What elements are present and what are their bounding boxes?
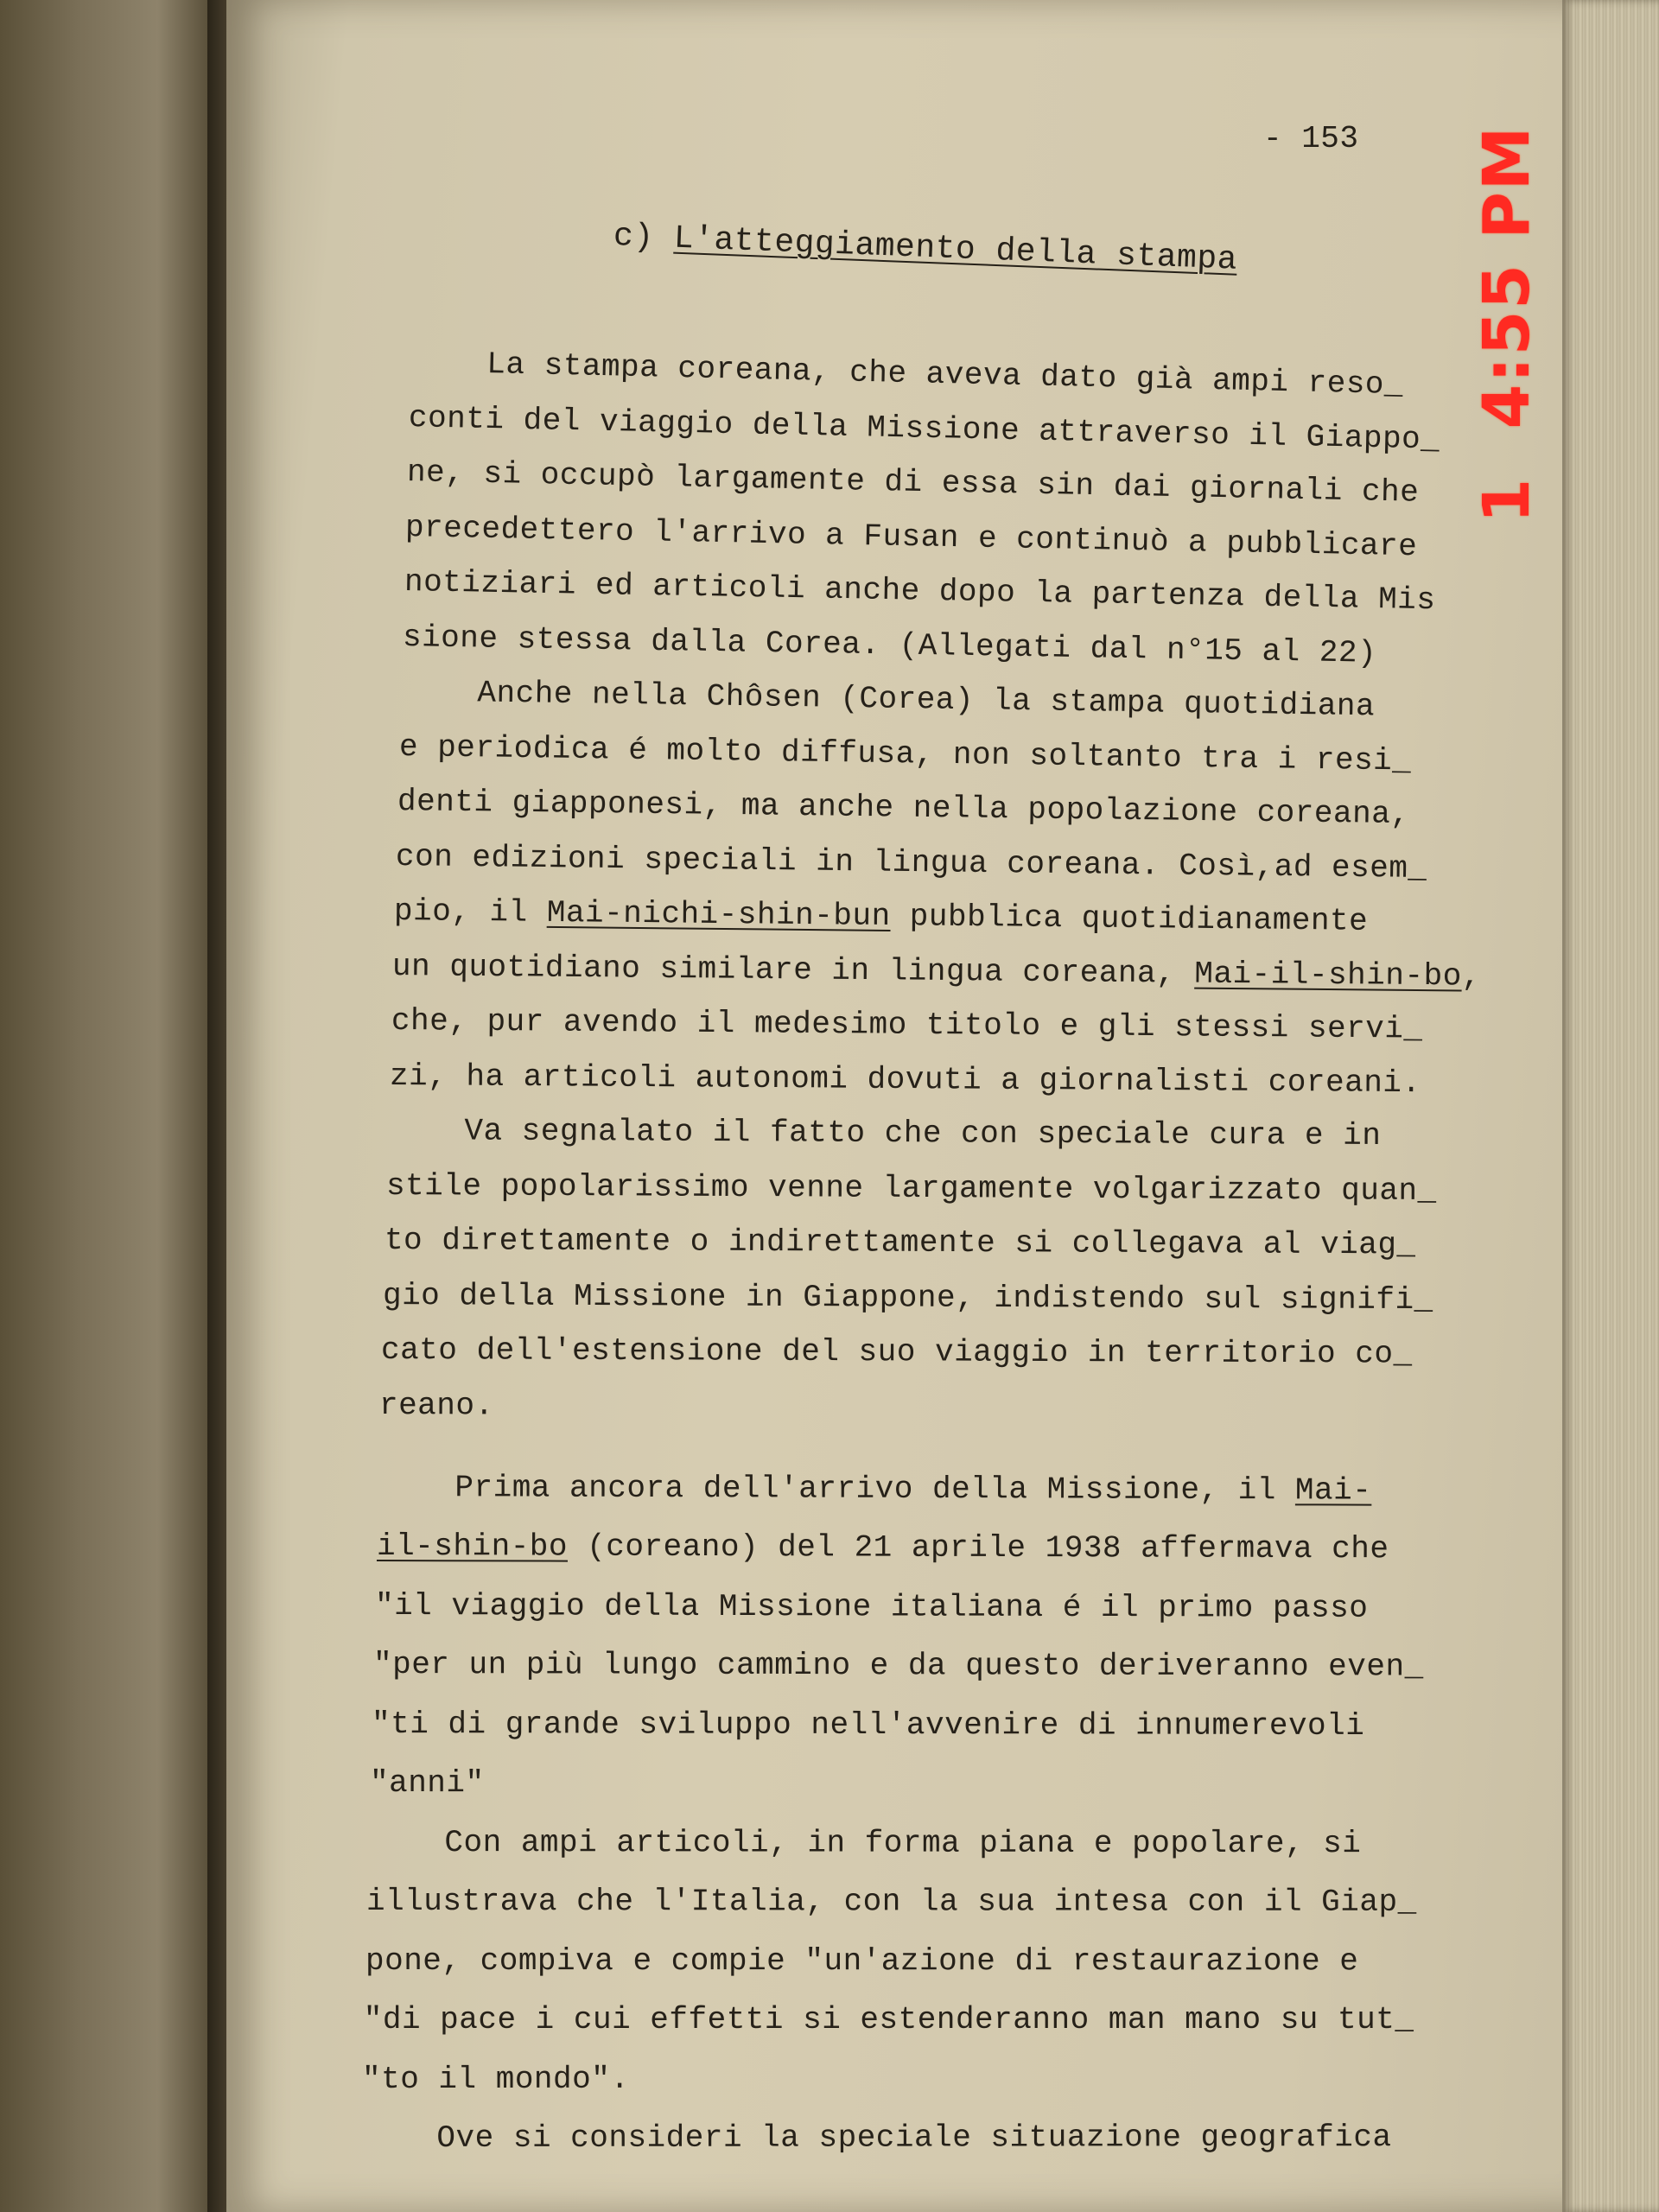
underlined-title: Mai- — [1294, 1471, 1372, 1509]
text-line — [368, 1824, 1361, 1863]
line-text-after: , — [1461, 957, 1482, 995]
text-line — [375, 1587, 1368, 1628]
line-text: sione stessa dalla Corea. (Allegati dal n°15 al 22) — [402, 619, 1377, 671]
underlined-title: Mai-il-shin-bo — [1194, 956, 1463, 994]
line-text: conti del viaggio della Missione attraverso il Giappo_ — [408, 399, 1440, 458]
line-text: La stampa coreana, che aveva dato già ampi reso_ — [410, 345, 1404, 404]
heading-prefix: c) — [613, 218, 675, 257]
text-line — [405, 509, 1418, 566]
line-text: reano. — [379, 1387, 495, 1423]
line-text: denti giapponesi, ma anche nella popolazione coreana, — [397, 784, 1410, 833]
line-text: e periodica é molto diffusa, non soltanto tra i resi_ — [398, 728, 1412, 779]
line-text: notiziari ed articoli anche dopo la partenza della Mis — [404, 564, 1436, 619]
text-line — [385, 1222, 1416, 1264]
heading-title: L'atteggiamento della stampa — [673, 219, 1238, 279]
text-line — [370, 1764, 485, 1802]
text-line — [394, 893, 1369, 941]
text-line — [377, 1528, 1389, 1568]
line-text: illustrava che l'Italia, con la sua intesa con il Giap_ — [366, 1884, 1418, 1920]
text-line — [404, 563, 1435, 620]
text-line — [400, 673, 1375, 726]
line-text: stile popolarissimo venne largamente volgarizzato quan_ — [385, 1167, 1437, 1209]
line-text: to direttamente o indirettamente si collegava al viag_ — [384, 1223, 1416, 1263]
underlined-title: Mai-nichi-shin-bun — [546, 894, 892, 935]
text-line — [379, 1387, 494, 1425]
line-text: pone, compiva e compie "un'azione di restaurazione e — [365, 1942, 1359, 1979]
line-text-after: pubblica quotidianamente — [890, 899, 1369, 939]
text-line — [372, 1706, 1364, 1745]
line-text: "di pace i cui effetti si estenderanno man mano su tut_ — [363, 2002, 1414, 2037]
text-line — [381, 1332, 1413, 1374]
line-text: ne, si occupò largamente di essa sin dai giornali che — [406, 454, 1420, 511]
text-line — [410, 344, 1404, 404]
text-line — [362, 2060, 629, 2098]
line-text: che, pur avendo il medesimo titolo e gli stessi servi_ — [391, 1003, 1423, 1047]
line-text: "per un più lungo cammino e da questo deriveranno even_ — [372, 1647, 1424, 1685]
text-line — [364, 2001, 1414, 2039]
line-text: Va segnalato il fatto che con speciale cura e in — [387, 1113, 1382, 1154]
line-text: "anni" — [370, 1765, 485, 1802]
text-line — [407, 454, 1420, 512]
line-text: con edizioni speciali in lingua coreana. Così,ad esem_ — [395, 838, 1427, 887]
underlined-title: il-shin-bo — [376, 1529, 568, 1565]
text-line — [383, 1277, 1433, 1319]
line-text: zi, ha articoli autonomi dovuti a giornalisti coreani. — [389, 1058, 1421, 1101]
timestamp-overlay — [1465, 124, 1548, 524]
line-text: precedettero l'arrivo a Fusan e continuò a pubblicare — [404, 509, 1419, 564]
line-text: "il viaggio della Missione italiana é il primo passo — [374, 1587, 1369, 1626]
line-text: "ti di grande sviluppo nell'avvenire di innumerevoli — [372, 1706, 1365, 1744]
text-line — [392, 948, 1481, 996]
text-line — [402, 619, 1376, 673]
text-line — [396, 838, 1427, 888]
text-line — [390, 1058, 1421, 1103]
text-line — [386, 1167, 1437, 1211]
text-line — [388, 1112, 1382, 1155]
text-line — [366, 1883, 1417, 1922]
line-text: gio della Missione in Giappone, indistendo sul signifi_ — [383, 1277, 1433, 1318]
text-line — [409, 399, 1440, 460]
text-line — [397, 783, 1410, 834]
line-text: Prima ancora dell'arrivo della Missione, il — [378, 1469, 1295, 1508]
line-text: "to il mondo". — [361, 2061, 630, 2097]
text-line — [399, 728, 1412, 781]
line-text: Con ampi articoli, in forma piana e popolare, si — [368, 1824, 1362, 1861]
text-line — [360, 2119, 1392, 2158]
text-line — [365, 1942, 1358, 1980]
text-line — [378, 1469, 1372, 1510]
line-text-after: (coreano) del 21 aprile 1938 affermava che — [567, 1529, 1389, 1567]
line-text: Anche nella Chôsen (Corea) la stampa quotidiana — [400, 674, 1376, 725]
timestamp-text: 1 4:55 PM — [1470, 124, 1544, 524]
line-text: Ove si consideri la speciale situazione geografica — [359, 2120, 1392, 2156]
section-heading — [613, 218, 1238, 279]
line-text: pio, il — [394, 893, 548, 931]
text-line — [373, 1646, 1424, 1687]
line-text: un quotidiano similare in lingua coreana, — [392, 948, 1195, 992]
line-text: cato dell'estensione del suo viaggio in territorio co_ — [381, 1332, 1413, 1372]
text-line — [391, 1002, 1422, 1049]
page-number: - 153 — [1263, 121, 1359, 156]
